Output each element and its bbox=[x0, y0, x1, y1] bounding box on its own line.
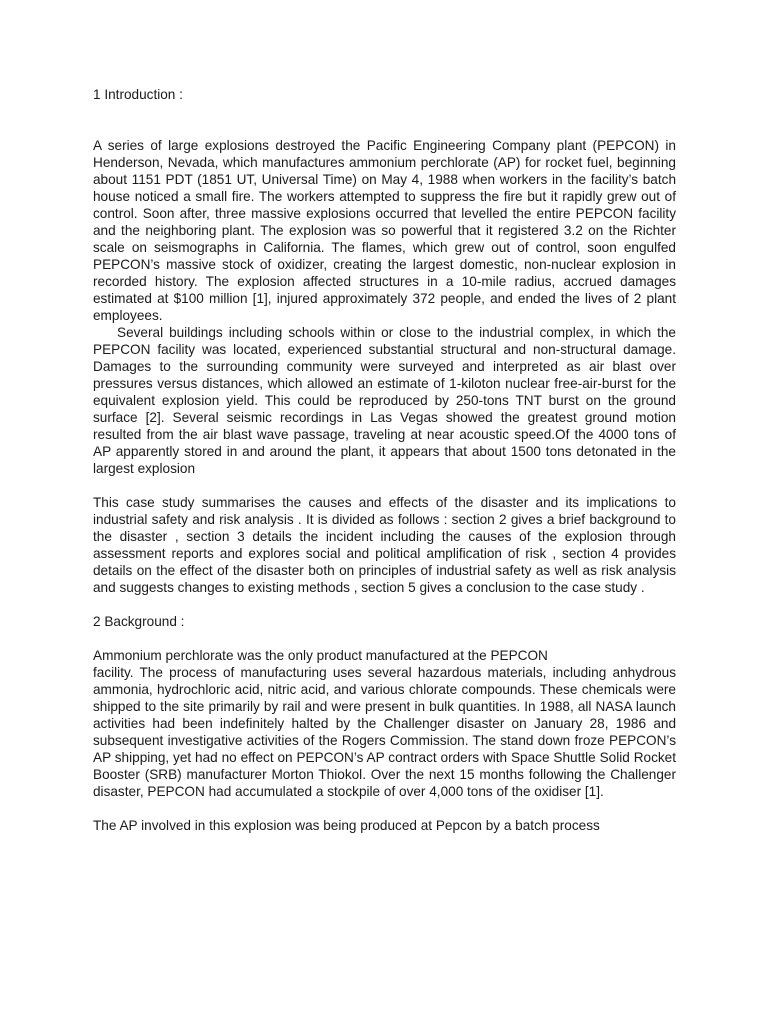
paragraph-background-1-first-line: Ammonium perchlorate was the only product manufactured at the PEPCON bbox=[93, 648, 548, 663]
paragraph-introduction-3: This case study summarises the causes and effects of the disaster and its implications to industrial safety and risk analysis . It is divided as follows : section 2 gives a brief background to the disaster , section 3 details the incident including the causes of the explosion through assessment reports and explores social and political amplification of risk , section 4 provides details on the effect of the disaster both on principles of industrial safety as well as risk analysis and suggests changes to existing methods , section 5 gives a conclusion to the case study . bbox=[93, 495, 676, 595]
document-page bbox=[93, 86, 676, 834]
section-heading-introduction: 1 Introduction : bbox=[93, 87, 183, 102]
section-heading-background: 2 Background : bbox=[93, 614, 185, 629]
paragraph-introduction-1: A series of large explosions destroyed the Pacific Engineering Company plant (PEPCON) in Henderson, Nevada, which manufactures ammonium perchlorate (AP) for rocket fuel, beginning about 1151 PDT (1851 UT, Universal Time) on May 4, 1988 when workers in the facility’s batch house noticed a small fire. The workers attempted to suppress the fire but it rapidly grew out of control. Soon after, three massive explosions occurred that levelled the entire PEPCON facility and the neighboring plant. The explosion was so powerful that it registered 3.2 on the Richter scale on seismographs in California. The flames, which grew out of control, soon engulfed PEPCON’s massive stock of oxidizer, creating the largest domestic, non-nuclear explosion in recorded history. The explosion affected structures in a 10-mile radius, accrued damages estimated at $100 million [1], injured approximately 372 people, and ended the lives of 2 plant employees. bbox=[93, 138, 676, 323]
paragraph-introduction-2: Several buildings including schools within or close to the industrial complex, in which the PEPCON facility was located, experienced substantial structural and non-structural damage. Damages to the surrounding community were surveyed and interpreted as air blast over pressures versus distances, which allowed an estimate of 1-kiloton nuclear free-air-burst for the equivalent explosion yield. This could be reproduced by 250-tons TNT burst on the ground surface [2]. Several seismic recordings in Las Vegas showed the greatest ground motion resulted from the air blast wave passage, traveling at near acoustic speed.Of the 4000 tons of AP apparently stored in and around the plant, it appears that about 1500 tons detonated in the largest explosion bbox=[93, 325, 676, 476]
paragraph-background-1: facility. The process of manufacturing uses several hazardous materials, including anhydrous ammonia, hydrochloric acid, nitric acid, and various chlorate compounds. These chemicals were shipped to the site primarily by rail and were present in bulk quantities. In 1988, all NASA launch activities had been indefinitely halted by the Challenger disaster on January 28, 1986 and subsequent investigative activities of the Rogers Commission. The stand down froze PEPCON’s AP shipping, yet had no effect on PEPCON’s AP contract orders with Space Shuttle Solid Rocket Booster (SRB) manufacturer Morton Thiokol. Over the next 15 months following the Challenger disaster, PEPCON had accumulated a stockpile of over 4,000 tons of the oxidiser [1]. bbox=[93, 665, 676, 799]
paragraph-background-2: The AP involved in this explosion was being produced at Pepcon by a batch process bbox=[93, 818, 600, 833]
